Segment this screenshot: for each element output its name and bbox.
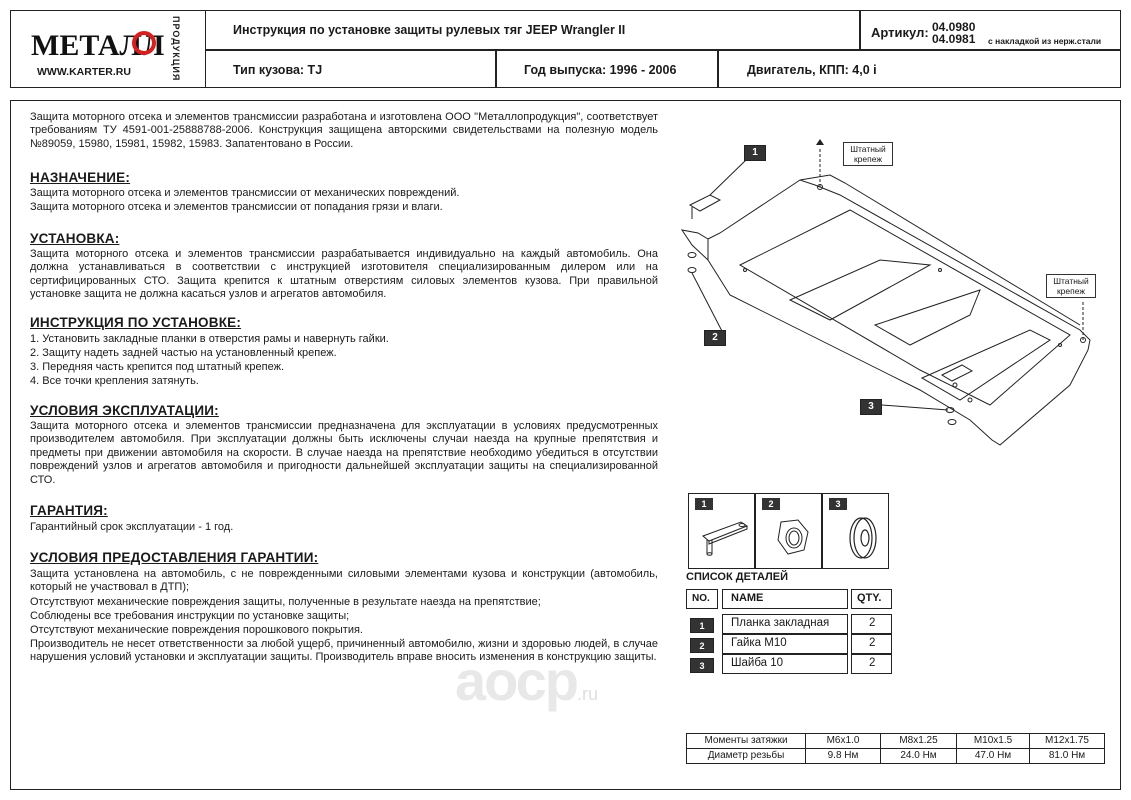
torque-row-label-2: Диаметр резьбы <box>686 748 806 764</box>
parts-list-title: СПИСОК ДЕТАЛЕЙ <box>686 571 788 583</box>
parts-col-no: NO. <box>686 589 718 609</box>
watermark <box>455 648 598 713</box>
part-image-number: 3 <box>829 498 847 510</box>
watermark-main: аоср <box>455 649 577 712</box>
table-row-name: Планка закладная <box>722 614 848 634</box>
document-title: Инструкция по установке защиты рулевых тяг JEEP Wrangler II <box>233 23 626 37</box>
torque-value: 24.0 Нм <box>880 748 957 764</box>
thread-size: М8х1.25 <box>880 733 957 749</box>
table-row-number: 3 <box>690 658 714 673</box>
assembly-drawing <box>670 135 1110 455</box>
header-divider <box>205 49 1120 51</box>
table-row-name: Шайба 10 <box>722 654 848 674</box>
torque-value: 47.0 Нм <box>956 748 1030 764</box>
years: Год выпуска: 1996 - 2006 <box>524 63 677 77</box>
article-label: Артикул: <box>871 25 929 40</box>
thread-size: М6х1.0 <box>805 733 881 749</box>
thread-size: М10х1.5 <box>956 733 1030 749</box>
article-note: с накладкой из нерж.стали <box>988 36 1102 46</box>
header-divider <box>495 49 497 87</box>
note-rear-fastener: Штатный крепеж <box>1046 274 1096 298</box>
section-title-purpose: НАЗНАЧЕНИЕ: <box>30 170 131 185</box>
part-image-3 <box>822 493 889 569</box>
table-row-qty: 2 <box>851 654 892 674</box>
callout-1: 1 <box>744 145 766 161</box>
operation-text: Защита моторного отсека и элементов трансмиссии предназначена для эксплуатации в условиях предусмотренных производителем автомобиля. При эксплуатации должны быть исключены случаи наезда на крупные препятствия и предметы при движении автомобиля на скорости. В случае наезда на препятствие необходимо убедиться в отсутствии повреждений узлов и агрегатов автомобиля и пригодности дальнейшей эксплуатации защиты на специализированной СТО. <box>30 420 658 486</box>
header <box>10 10 1121 88</box>
instruction-step-3: 3. Передняя часть крепится под штатный крепеж. <box>30 361 285 373</box>
intro-text: Защита моторного отсека и элементов трансмиссии разработана и изготовлена ООО "Металлопродукция", соответствует требованиям ТУ 4591-001-25888788-2006. Конструкция защищена авторскими свидетельствами на полезную модель №89059, 15980, 15981, 15982, 15983. Запатентовано в России. <box>30 111 658 150</box>
logo <box>11 11 206 87</box>
parts-col-name: NAME <box>722 589 848 609</box>
table-row-qty: 2 <box>851 634 892 654</box>
torque-row-label-1: Моменты затяжки <box>686 733 806 749</box>
header-divider <box>859 11 861 49</box>
table-row-number: 2 <box>690 638 714 653</box>
warranty-condition-3: Соблюдены все требования инструкции по установке защиты; <box>30 610 350 622</box>
parts-col-qty: QTY. <box>851 589 892 609</box>
watermark-suffix: .ru <box>576 684 598 704</box>
note-front-fastener: Штатный крепеж <box>843 142 893 166</box>
torque-value: 9.8 Нм <box>805 748 881 764</box>
instruction-step-4: 4. Все точки крепления затянуть. <box>30 375 199 387</box>
warranty-condition-1: Защита установлена на автомобиль, с не поврежденными силовыми элементами кузова и конструкции (автомобиль, который не участвовал в ДТП); <box>30 568 658 594</box>
section-title-operation: УСЛОВИЯ ЭКСПЛУАТАЦИИ: <box>30 403 219 418</box>
thread-size: М12х1.75 <box>1029 733 1105 749</box>
table-row-qty: 2 <box>851 614 892 634</box>
part-image-1 <box>688 493 755 569</box>
section-title-warranty-conditions: УСЛОВИЯ ПРЕДОСТАВЛЕНИЯ ГАРАНТИИ: <box>30 550 319 565</box>
article-number-2: 04.0981 <box>932 32 976 46</box>
article-number-1: 04.0980 <box>932 20 976 34</box>
callout-3: 3 <box>860 399 882 415</box>
logo-vertical-text: ПРОДУКЦИЯ <box>171 16 181 82</box>
warranty-text: Гарантийный срок эксплуатации - 1 год. <box>30 521 234 533</box>
table-row-name: Гайка М10 <box>722 634 848 654</box>
install-text: Защита моторного отсека и элементов трансмиссии разрабатывается индивидуально на каждый автомобиль. Она должна устанавливаться в соответствии с инструкцией изготовителя специализированным дилером или на сертифицированных СТО. Защита крепится к штатным отверстиям силовых элементов кузова. При правильной установке защита не должна касаться узлов и агрегатов автомобиля. <box>30 248 658 301</box>
instruction-step-2: 2. Защиту надеть задней частью на установленный крепеж. <box>30 347 337 359</box>
warranty-condition-2: Отсутствуют механические повреждения защиты, полученные в результате наезда на препятствие; <box>30 596 541 608</box>
body-type: Тип кузова: TJ <box>233 63 323 77</box>
section-title-instructions: ИНСТРУКЦИЯ ПО УСТАНОВКЕ: <box>30 315 242 330</box>
section-title-install: УСТАНОВКА: <box>30 231 120 246</box>
part-image-number: 1 <box>695 498 713 510</box>
callout-2: 2 <box>704 330 726 346</box>
header-divider <box>717 49 719 87</box>
part-image-number: 2 <box>762 498 780 510</box>
logo-url: WWW.KARTER.RU <box>37 66 131 78</box>
purpose-line-2: Защита моторного отсека и элементов трансмиссии от попадания грязи и влаги. <box>30 201 443 213</box>
skid-plate-outline <box>708 180 1090 445</box>
logo-text: МЕТАЛЛ <box>31 29 165 62</box>
warranty-condition-5: Производитель не несет ответственности за любой ущерб, причиненный автомобилю, жизни и здоровью людей, в случае нарушения условий установки и эксплуатации защиты. Производитель вправе вносить изменения в конструкцию защиты. <box>30 638 658 664</box>
engine: Двигатель, КПП: 4,0 i <box>747 63 877 77</box>
warranty-condition-4: Отсутствуют механические повреждения порошкового покрытия. <box>30 624 363 636</box>
instruction-step-1: 1. Установить закладные планки в отверстия рамы и навернуть гайки. <box>30 333 389 345</box>
logo-ring-icon <box>132 31 156 55</box>
table-row-number: 1 <box>690 618 714 633</box>
section-title-warranty: ГАРАНТИЯ: <box>30 503 108 518</box>
part-image-2 <box>755 493 822 569</box>
torque-value: 81.0 Нм <box>1029 748 1105 764</box>
purpose-line-1: Защита моторного отсека и элементов трансмиссии от механических повреждений. <box>30 187 460 199</box>
